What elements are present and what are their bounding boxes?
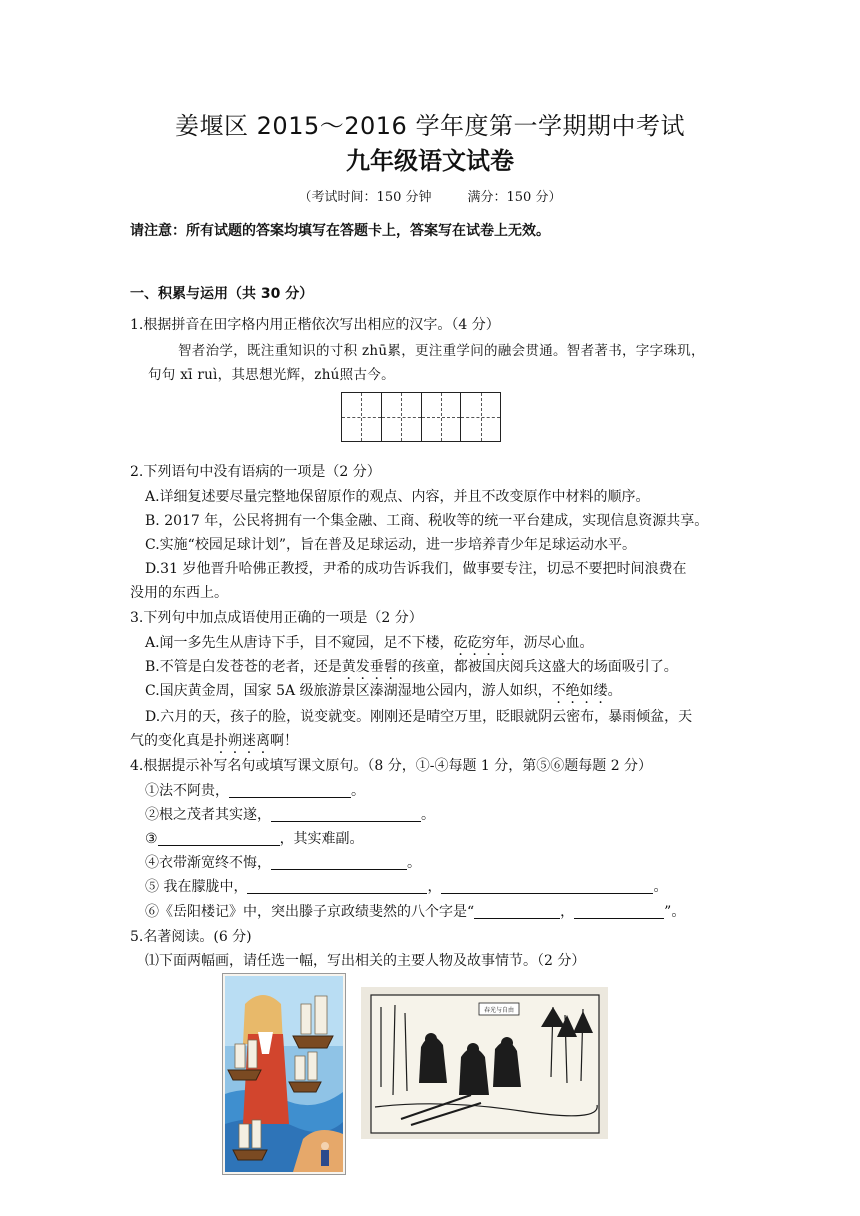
q5-sub1: ⑴下面两幅画，请任选一幅，写出相关的主要人物及故事情节。（2 分） <box>145 953 586 969</box>
grid-cell[interactable] <box>461 393 500 441</box>
dotted-char: 离 <box>256 733 270 749</box>
q2-option-b: B. 2017 年，公民将拥有一个集金融、工商、税收等的统一平台建成，实现信息资源共享。 <box>145 513 709 529</box>
dotted-idiom <box>454 635 510 651</box>
dotted-idiom <box>342 659 398 675</box>
answer-blank[interactable] <box>271 807 421 822</box>
q4-item-4-end: 。 <box>407 855 421 871</box>
dotted-char: 如 <box>579 683 594 699</box>
dotted-char: 发 <box>355 659 370 675</box>
q4-item-3 <box>145 828 364 848</box>
q4-item-2-text: ②根之茂者其实遂， <box>145 807 271 823</box>
q3-b-text: B.不管是白发苍苍的老者，还是 <box>145 659 342 675</box>
dotted-idiom <box>214 733 270 749</box>
q3-b-text-end: 的孩童，都被国庆阅兵这盛大的场面吸引了。 <box>397 659 678 675</box>
dotted-char: 髫 <box>383 659 398 675</box>
dotted-idiom <box>552 683 608 699</box>
q3-option-d-line2 <box>130 730 298 750</box>
dotted-char: 垂 <box>369 659 384 675</box>
notice: 请注意：所有试题的答案均填写在答题卡上，答案写在试卷上无效。 <box>130 223 550 239</box>
tianzige-grid[interactable] <box>341 392 501 442</box>
dotted-char: 不 <box>551 683 566 699</box>
forest-woodcut-illustration <box>361 987 608 1139</box>
q3-a-text-end: ，沥尽心血。 <box>509 635 594 651</box>
answer-blank[interactable] <box>574 904 664 919</box>
q2-option-a: A.详细复述要尽量完整地保留原作的观点、内容，并且不改变原作中材料的顺序。 <box>145 489 650 505</box>
q3-stem: 3.下列句中加点成语使用正确的一项是（2 分） <box>130 610 423 626</box>
dotted-char: 黄 <box>341 659 356 675</box>
q3-d-text: 气的变化真是 <box>130 733 214 749</box>
dotted-char: 穷 <box>481 635 496 651</box>
dotted-char: 朔 <box>228 733 242 749</box>
q4-item-3-end: ，其实难副。 <box>279 831 364 847</box>
q2-option-c: C.实施“校园足球计划”，旨在普及足球运动，进一步培养青少年足球运动水平。 <box>145 537 636 553</box>
full-score: 满分：150 分） <box>467 190 562 205</box>
q4-item-5-end: 。 <box>653 879 668 895</box>
q4-stem: 4.根据提示补写名句或填写课文原句。（8 分，①-④每题 1 分，第⑤⑥题每题 2 分） <box>130 758 653 774</box>
q3-option-d-line1: D.六月的天，孩子的脸，说变就变。刚刚还是晴空万里，眨眼就阴云密布，暴雨倾盆，天 <box>145 709 693 725</box>
q3-a-text: A.闻一多先生从唐诗下手，目不窥园，足不下楼， <box>145 635 454 651</box>
q4-item-6-text: ⑥《岳阳楼记》中，突出滕子京政绩斐然的八个字是“ <box>145 904 475 920</box>
gulliver-drawing <box>223 974 345 1174</box>
q4-item-1-end: 。 <box>351 783 365 799</box>
answer-blank[interactable] <box>247 879 427 894</box>
answer-blank[interactable] <box>229 783 351 798</box>
q2-option-d-line1: D.31 岁他晋升哈佛正教授，尹希的成功告诉我们，做事要专注，切忌不要把时间浪费在 <box>145 561 687 577</box>
exam-subtitle: 九年级语文试卷 <box>346 147 514 175</box>
gulliver-illustration <box>222 973 346 1175</box>
q2-stem: 2.下列语句中没有语病的一项是（2 分） <box>130 464 381 480</box>
answer-blank[interactable] <box>271 855 407 870</box>
q4-item-3-text: ③ <box>145 831 158 847</box>
dotted-char: 缕 <box>593 683 608 699</box>
q5-stem: 5.名著阅读。(6 分) <box>130 929 252 945</box>
q3-option-a <box>145 632 594 652</box>
dotted-char: 迷 <box>242 733 256 749</box>
q1-passage-line2: 句句 xī ruì，其思想光辉，zhú照古今。 <box>148 367 395 383</box>
q3-c-text-end: 。 <box>607 683 622 699</box>
q4-item-2-end: 。 <box>421 807 435 823</box>
q1-passage-line1: 智者治学，既注重知识的寸积 zhū累，更注重学问的融会贯通。智者著书，字字珠玑， <box>178 343 705 359</box>
q3-option-c <box>145 680 622 700</box>
woodcut-drawing <box>361 987 608 1139</box>
q4-item-4-text: ④衣带渐宽终不悔， <box>145 855 271 871</box>
dotted-char: 扑 <box>214 733 228 749</box>
exam-time: （考试时间：150 分钟 <box>298 190 432 205</box>
answer-blank[interactable] <box>158 831 280 846</box>
grid-cell[interactable] <box>382 393 422 441</box>
sign-text: 春光与自由 <box>483 1007 515 1014</box>
q4-item-6-sep: ， <box>560 904 575 920</box>
exam-title: 姜堰区 2015～2016 学年度第一学期期中考试 <box>175 112 685 140</box>
answer-blank[interactable] <box>474 904 560 919</box>
q4-item-5-sep: ， <box>427 879 442 895</box>
q3-option-b <box>145 656 678 676</box>
q3-c-text: C.国庆黄金周，国家 5A 级旅游景区溱湖湿地公园内，游人如织， <box>145 683 552 699</box>
q3-d-text-end: 啊！ <box>270 733 298 749</box>
exam-meta <box>0 186 860 205</box>
q4-item-6 <box>145 901 685 921</box>
q4-item-5 <box>145 876 667 896</box>
dotted-char: 年 <box>495 635 510 651</box>
section-heading: 一、积累与运用（共 30 分） <box>130 286 314 302</box>
q4-item-1-text: ①法不阿贵， <box>145 783 229 799</box>
q2-option-d-line2: 没用的东西上。 <box>130 585 228 601</box>
q1-stem: 1.根据拼音在田字格内用正楷依次写出相应的汉字。（4 分） <box>130 317 500 333</box>
dotted-char: 矻 <box>453 635 468 651</box>
q4-item-4 <box>145 852 421 872</box>
answer-blank[interactable] <box>441 879 653 894</box>
q4-item-6-end: ”。 <box>664 904 686 920</box>
grid-cell[interactable] <box>342 393 382 441</box>
q4-item-2 <box>145 804 435 824</box>
q4-item-5-text: ⑤ 我在朦胧中， <box>145 879 248 895</box>
dotted-char: 矻 <box>467 635 482 651</box>
q4-item-1 <box>145 780 365 800</box>
dotted-char: 绝 <box>565 683 580 699</box>
grid-cell[interactable] <box>422 393 462 441</box>
